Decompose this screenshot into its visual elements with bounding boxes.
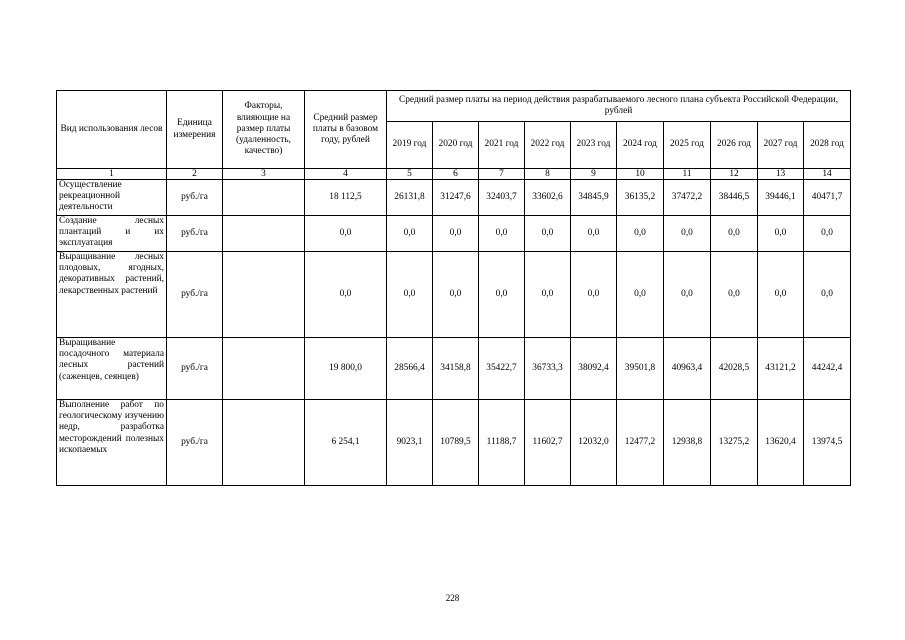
column-number: 6 (433, 169, 479, 180)
header-year: 2023 год (571, 122, 617, 169)
column-number: 4 (305, 169, 387, 180)
column-number: 14 (804, 169, 851, 180)
column-number-row (57, 169, 851, 180)
header-year: 2020 год (433, 122, 479, 169)
unit-cell: руб./га (167, 252, 223, 338)
year-value-cell: 13974,5 (804, 400, 851, 486)
year-value-cell: 13620,4 (758, 400, 804, 486)
year-value-cell: 0,0 (758, 252, 804, 338)
header-year: 2021 год (479, 122, 525, 169)
header-use-type: Вид использования лесов (57, 91, 167, 169)
year-value-cell: 32403,7 (479, 180, 525, 216)
year-value-cell: 0,0 (479, 252, 525, 338)
factor-cell (223, 400, 305, 486)
column-number: 5 (387, 169, 433, 180)
base-value-cell: 6 254,1 (305, 400, 387, 486)
year-value-cell: 0,0 (664, 252, 711, 338)
year-value-cell: 40963,4 (664, 338, 711, 400)
unit-cell: руб./га (167, 338, 223, 400)
header-year: 2028 год (804, 122, 851, 169)
table-row (57, 252, 851, 338)
year-value-cell: 39446,1 (758, 180, 804, 216)
year-value-cell: 0,0 (711, 252, 758, 338)
year-value-cell: 11188,7 (479, 400, 525, 486)
column-number: 9 (571, 169, 617, 180)
year-value-cell: 0,0 (525, 216, 571, 252)
year-value-cell: 0,0 (571, 252, 617, 338)
header-year: 2027 год (758, 122, 804, 169)
year-value-cell: 0,0 (758, 216, 804, 252)
table-row (57, 400, 851, 486)
base-value-cell: 0,0 (305, 252, 387, 338)
table-row (57, 180, 851, 216)
header-year: 2019 год (387, 122, 433, 169)
year-value-cell: 12477,2 (617, 400, 664, 486)
year-value-cell: 0,0 (617, 216, 664, 252)
column-number: 7 (479, 169, 525, 180)
year-value-cell: 0,0 (387, 252, 433, 338)
year-value-cell: 35422,7 (479, 338, 525, 400)
use-type-cell: Выполнение работ по геологическому изучению недр, разработка месторождений полезных ископаемых (57, 400, 167, 486)
header-period-title: Средний размер платы на период действия разрабатываемого лесного плана субъекта Российской Федерации, рублей (387, 91, 851, 122)
year-value-cell: 40471,7 (804, 180, 851, 216)
factor-cell (223, 338, 305, 400)
year-value-cell: 0,0 (433, 216, 479, 252)
year-value-cell: 31247,6 (433, 180, 479, 216)
use-type-cell: Выращивание лесных плодовых, ягодных, декоративных растений, лекарственных растений (57, 252, 167, 338)
use-type-cell: Создание лесных плантаций и их эксплуатация (57, 216, 167, 252)
year-value-cell: 34158,8 (433, 338, 479, 400)
year-value-cell: 39501,8 (617, 338, 664, 400)
unit-cell: руб./га (167, 180, 223, 216)
use-type-cell: Выращивание посадочного материала лесных растений (саженцев, сеянцев) (57, 338, 167, 400)
year-value-cell: 36733,3 (525, 338, 571, 400)
base-value-cell: 19 800,0 (305, 338, 387, 400)
year-value-cell: 0,0 (804, 216, 851, 252)
base-value-cell: 0,0 (305, 216, 387, 252)
unit-cell: руб./га (167, 216, 223, 252)
year-value-cell: 12032,0 (571, 400, 617, 486)
header-base-average: Средний размер платы в базовом году, рублей (305, 91, 387, 169)
year-value-cell: 13275,2 (711, 400, 758, 486)
header-factors: Факторы, влияющие на размер платы (удаленность, качество) (223, 91, 305, 169)
year-value-cell: 11602,7 (525, 400, 571, 486)
factor-cell (223, 216, 305, 252)
year-value-cell: 38092,4 (571, 338, 617, 400)
year-value-cell: 0,0 (617, 252, 664, 338)
year-value-cell: 0,0 (571, 216, 617, 252)
use-type-cell: Осуществление рекреационной деятельности (57, 180, 167, 216)
column-number: 13 (758, 169, 804, 180)
year-value-cell: 28566,4 (387, 338, 433, 400)
year-value-cell: 0,0 (525, 252, 571, 338)
header-year: 2025 год (664, 122, 711, 169)
column-number: 8 (525, 169, 571, 180)
page-number: 228 (445, 593, 460, 603)
column-number: 1 (57, 169, 167, 180)
year-value-cell: 0,0 (664, 216, 711, 252)
year-value-cell: 26131,8 (387, 180, 433, 216)
table-row (57, 338, 851, 400)
column-number: 10 (617, 169, 664, 180)
year-value-cell: 12938,8 (664, 400, 711, 486)
year-value-cell: 0,0 (804, 252, 851, 338)
year-value-cell: 10789,5 (433, 400, 479, 486)
header-unit: Единица измерения (167, 91, 223, 169)
year-value-cell: 0,0 (711, 216, 758, 252)
unit-cell: руб./га (167, 400, 223, 486)
year-value-cell: 42028,5 (711, 338, 758, 400)
column-number: 11 (664, 169, 711, 180)
column-number: 2 (167, 169, 223, 180)
header-year: 2024 год (617, 122, 664, 169)
year-value-cell: 37472,2 (664, 180, 711, 216)
factor-cell (223, 180, 305, 216)
header-year: 2026 год (711, 122, 758, 169)
year-value-cell: 44242,4 (804, 338, 851, 400)
year-value-cell: 0,0 (479, 216, 525, 252)
year-value-cell: 0,0 (433, 252, 479, 338)
year-value-cell: 38446,5 (711, 180, 758, 216)
year-value-cell: 34845,9 (571, 180, 617, 216)
year-value-cell: 33602,6 (525, 180, 571, 216)
year-value-cell: 43121,2 (758, 338, 804, 400)
base-value-cell: 18 112,5 (305, 180, 387, 216)
year-value-cell: 0,0 (387, 216, 433, 252)
column-number: 12 (711, 169, 758, 180)
factor-cell (223, 252, 305, 338)
forest-fee-table (56, 90, 851, 486)
table-row (57, 216, 851, 252)
year-value-cell: 9023,1 (387, 400, 433, 486)
header-year: 2022 год (525, 122, 571, 169)
year-value-cell: 36135,2 (617, 180, 664, 216)
column-number: 3 (223, 169, 305, 180)
